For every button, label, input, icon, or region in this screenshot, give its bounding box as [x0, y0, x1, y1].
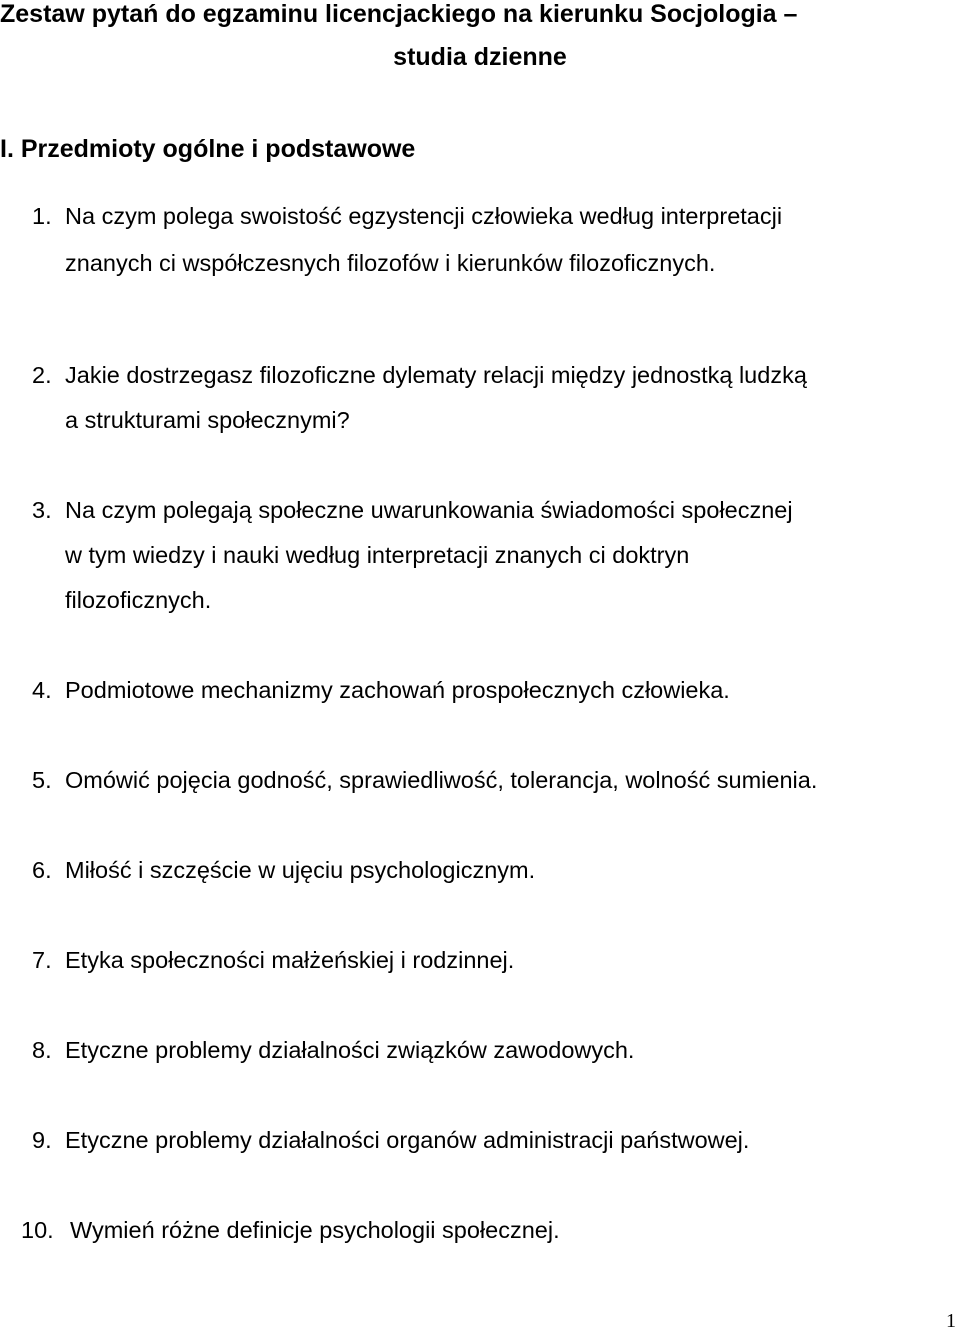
section-heading: I. Przedmioty ogólne i podstawowe: [0, 135, 416, 163]
question-number: 6.: [32, 857, 52, 883]
question-text-line: Etyczne problemy działalności związków zawodowych.: [65, 1037, 635, 1063]
question-text-line: a strukturami społecznymi?: [65, 407, 350, 433]
question-number: 4.: [32, 677, 52, 703]
question-text-line: filozoficznych.: [65, 587, 212, 613]
question-number: 7.: [32, 947, 52, 973]
question-text-line: Na czym polegają społeczne uwarunkowania świadomości społecznej: [65, 497, 793, 523]
question-text-line: Na czym polega swoistość egzystencji człowieka według interpretacji: [65, 203, 783, 229]
question-text-line: Wymień różne definicje psychologii społecznej.: [70, 1217, 560, 1243]
document-title-line-2: studia dzienne: [393, 43, 567, 71]
question-number: 5.: [32, 767, 52, 793]
question-text-line: Etyka społeczności małżeńskiej i rodzinnej.: [65, 947, 515, 973]
question-text-line: Jakie dostrzegasz filozoficzne dylematy relacji między jednostką ludzką: [65, 362, 807, 388]
question-number: 10.: [21, 1217, 54, 1243]
question-text-line: Omówić pojęcia godność, sprawiedliwość, tolerancja, wolność sumienia.: [65, 767, 818, 793]
question-number: 1.: [32, 203, 52, 229]
question-number: 9.: [32, 1127, 52, 1153]
question-text-line: Etyczne problemy działalności organów administracji państwowej.: [65, 1127, 750, 1153]
question-text-line: w tym wiedzy i nauki według interpretacji znanych ci doktryn: [65, 542, 690, 568]
question-text-line: Podmiotowe mechanizmy zachowań prospołecznych człowieka.: [65, 677, 730, 703]
question-number: 8.: [32, 1037, 52, 1063]
question-number: 2.: [32, 362, 52, 388]
question-number: 3.: [32, 497, 52, 523]
question-text-line: Miłość i szczęście w ujęciu psychologicznym.: [65, 857, 536, 883]
page-number: 1: [946, 1310, 956, 1332]
question-text-line: znanych ci współczesnych filozofów i kierunków filozoficznych.: [65, 250, 716, 276]
document-title-line-1: Zestaw pytań do egzaminu licencjackiego na kierunku Socjologia –: [0, 0, 798, 28]
